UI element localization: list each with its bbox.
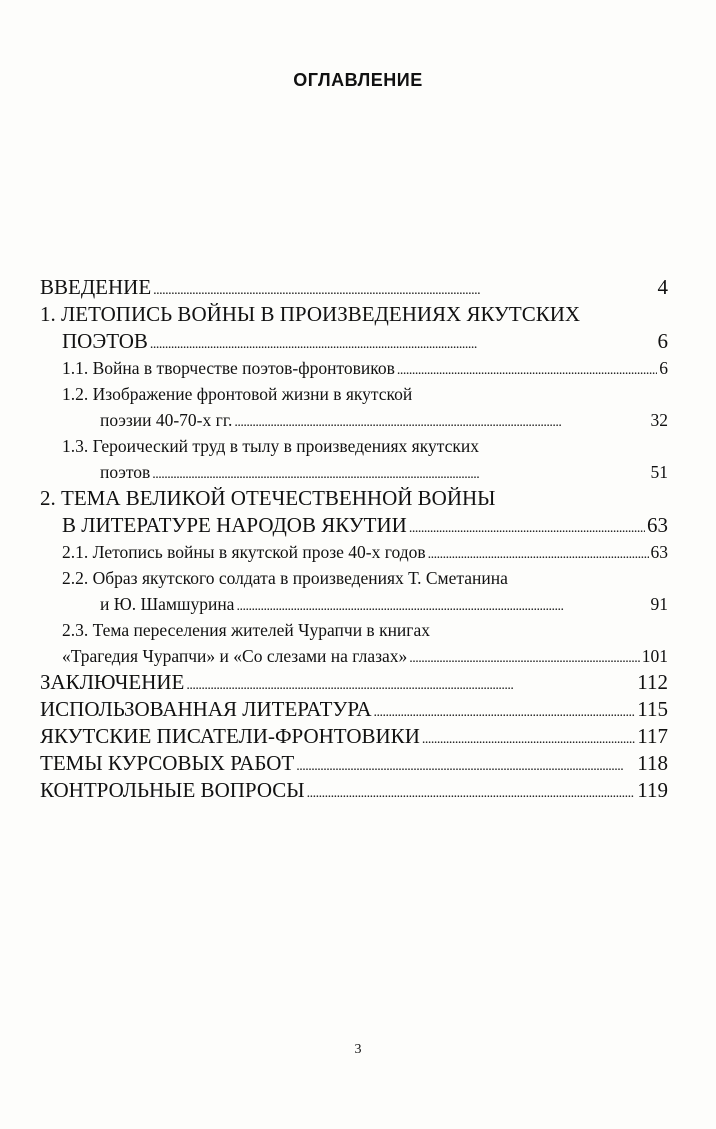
dot-leader [428,539,649,568]
toc-page-number: 6 [659,358,668,378]
dot-leader [150,328,656,358]
dot-leader [373,696,635,726]
dot-leader [236,591,648,620]
toc-entry-title-continued: и Ю. Шамшурина [100,594,235,614]
dot-leader [186,669,635,699]
toc-entry-title: 1.3. Героический труд в тылу в произведениях якутских [62,436,479,456]
dot-leader [409,512,645,542]
toc-entry-title: ТЕМЫ КУРСОВЫХ РАБОТ [40,751,295,775]
toc-page-number: 63 [650,542,668,562]
toc-entry-title-continued: В ЛИТЕРАТУРЕ НАРОДОВ ЯКУТИИ [62,513,407,537]
toc-entry-title-continued: поэтов [100,462,151,482]
toc-page-number: 32 [650,410,668,430]
dot-leader [307,777,636,807]
toc-page-number: 4 [657,275,668,299]
toc-entry-conclusion [40,669,668,696]
toc-entry-section-1-3 [40,433,668,485]
page-number: 3 [354,1042,362,1057]
toc-page-number: 91 [650,594,668,614]
toc-entry-section-2-2 [40,565,668,617]
toc-entry-title: ИСПОЛЬЗОВАННАЯ ЛИТЕРАТУРА [40,697,372,721]
toc-page-number: 101 [641,646,668,666]
toc-entry-title: 2. ТЕМА ВЕЛИКОЙ ОТЕЧЕСТВЕННОЙ ВОЙНЫ [40,486,496,510]
toc-entry-section-1-2 [40,381,668,433]
toc-entry-section-2-3 [40,617,668,669]
toc-page-number: 117 [637,724,668,748]
dot-leader [422,723,635,753]
toc-entry-title-continued: «Трагедия Чурапчи» и «Со слезами на глазах» [62,646,408,666]
toc-entry-title: 1.1. Война в творчестве поэтов-фронтовиков [62,358,395,378]
toc-entry-questions [40,777,668,804]
toc-entry-chapter-1 [40,301,668,355]
table-of-contents [40,274,668,804]
toc-entry-writers [40,723,668,750]
toc-entry-chapter-2 [40,485,668,539]
toc-page-number: 51 [650,462,668,482]
toc-entry-introduction [40,274,668,301]
toc-entry-title: ВВЕДЕНИЕ [40,275,152,299]
toc-page-number: 118 [637,751,668,775]
page-title: ОГЛАВЛЕНИЕ [293,70,423,90]
dot-leader [152,459,648,488]
toc-entry-title: ЯКУТСКИЕ ПИСАТЕЛИ-ФРОНТОВИКИ [40,724,420,748]
toc-page-number: 6 [657,329,668,353]
toc-entry-title: 1.2. Изображение фронтовой жизни в якутской [62,384,413,404]
dot-leader [153,274,655,304]
toc-page-number: 63 [647,513,668,537]
toc-entry-title: 2.3. Тема переселения жителей Чурапчи в книгах [62,620,430,640]
dot-leader [409,643,639,672]
toc-entry-title: 2.1. Летопись войны в якутской прозе 40-х годов [62,542,426,562]
toc-entry-title-continued: ПОЭТОВ [62,329,148,353]
dot-leader [234,407,648,436]
dot-leader [397,355,657,384]
toc-entry-section-2-1 [40,539,668,565]
toc-page-number: 119 [637,778,668,802]
toc-entry-literature [40,696,668,723]
toc-entry-title: 1. ЛЕТОПИСЬ ВОЙНЫ В ПРОИЗВЕДЕНИЯХ ЯКУТСКИХ [40,302,581,326]
toc-entry-title: 2.2. Образ якутского солдата в произведениях Т. Сметанина [62,568,508,588]
dot-leader [296,750,635,780]
toc-entry-title-continued: поэзии 40-70-х гг. [100,410,233,430]
toc-entry-title: КОНТРОЛЬНЫЕ ВОПРОСЫ [40,778,305,802]
toc-page-number: 115 [637,697,668,721]
toc-entry-topics [40,750,668,777]
toc-entry-title: ЗАКЛЮЧЕНИЕ [40,670,185,694]
toc-page-number: 112 [637,670,668,694]
toc-entry-section-1-1 [40,355,668,381]
